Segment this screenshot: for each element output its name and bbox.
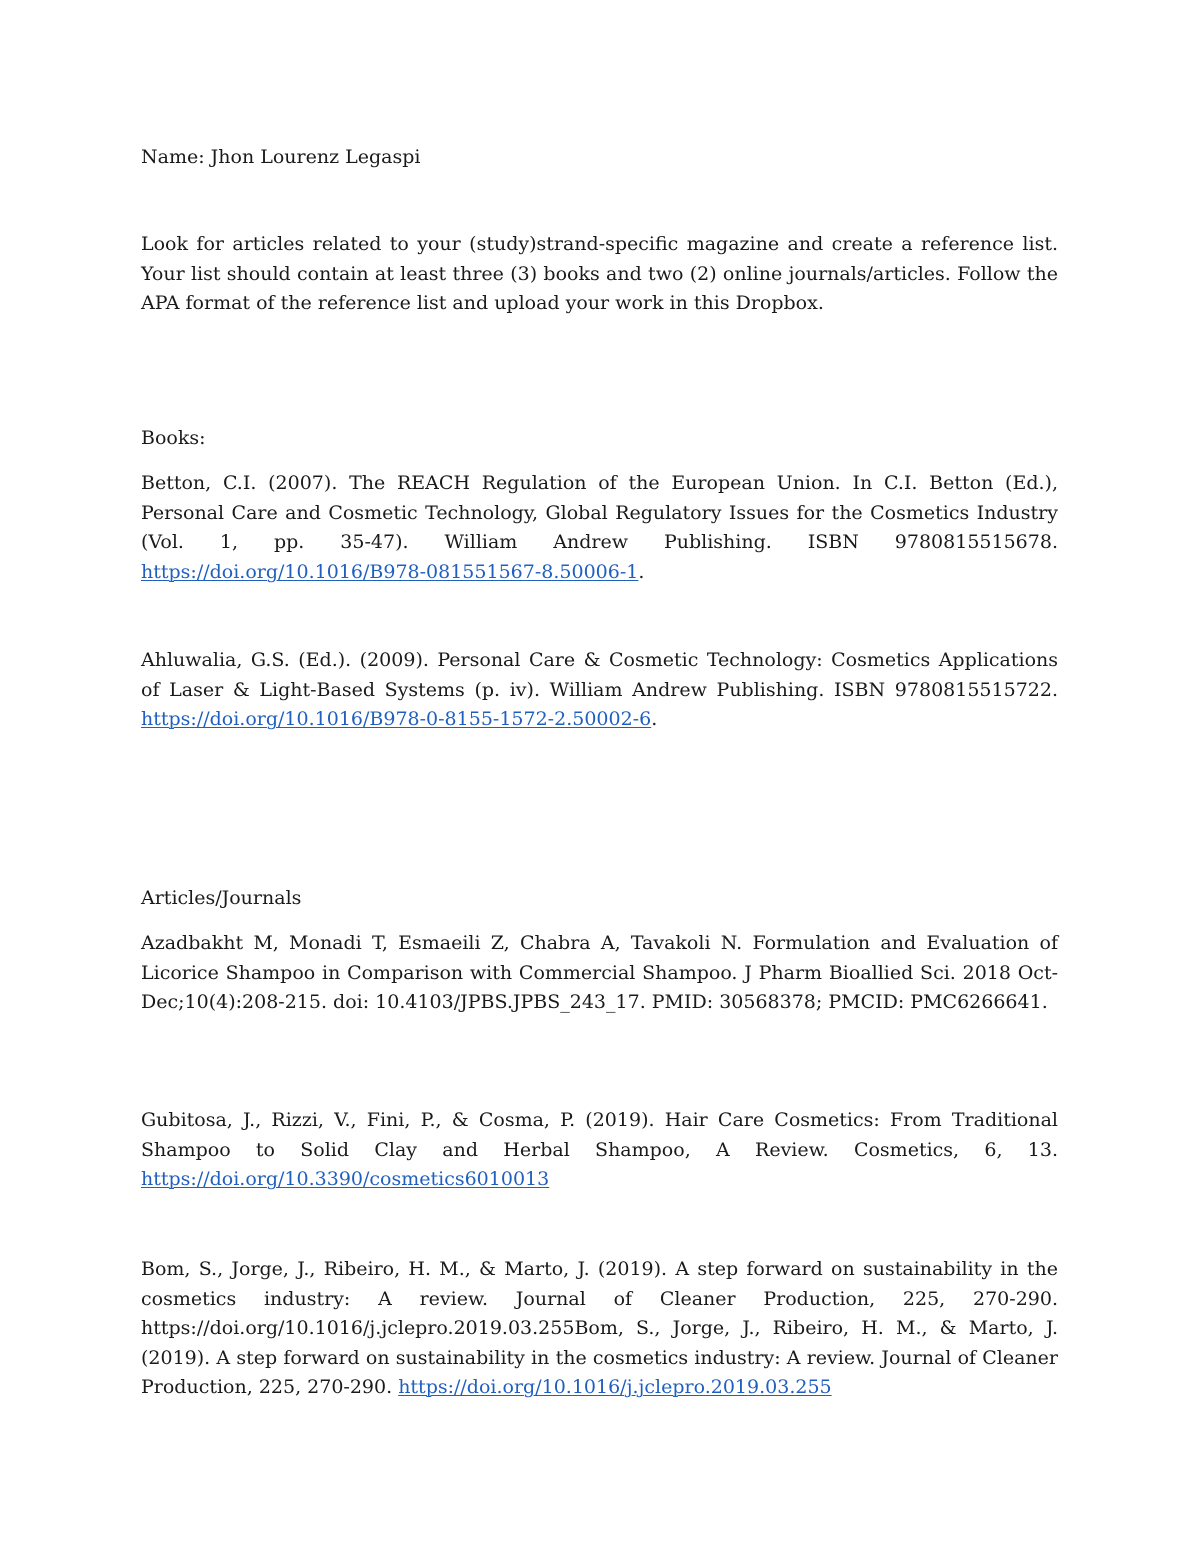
articles-heading: Articles/Journals	[141, 887, 302, 909]
reference-suffix: .	[638, 560, 645, 583]
reference-article-bom	[141, 1255, 1058, 1403]
doi-link[interactable]: https://doi.org/10.1016/j.jclepro.2019.03.255	[398, 1376, 832, 1398]
reference-suffix: .	[651, 708, 658, 730]
reference-text: Betton, C.I. (2007). The REACH Regulation of the European Union. In C.I. Betton (Ed.), Personal Care and Cosmetic Technology, Global Regulatory Issues for the Cosmetics Industry (Vol. 1, pp. 35-47). William Andrew Publishing. ISBN 9780815515678.	[141, 472, 1058, 553]
doi-link[interactable]: https://doi.org/10.1016/B978-0-8155-1572-2.50002-6	[141, 708, 652, 730]
reference-text: Bom, S., Jorge, J., Ribeiro, H. M., & Marto, J. (2019). A step forward on sustainability in the cosmetics industry: A review. Journal of Cleaner Production, 225, 270-290. https://doi.org/10.1016/j.jclepro.2019.03.255Bom, S., Jorge, J., Ribeiro, H. M., & Marto, J. (2019). A step forward on sustainability in the cosmetics industry: A review. Journal of Cleaner Production, 225, 270-290.	[141, 1258, 1058, 1398]
doi-link[interactable]: https://doi.org/10.3390/cosmetics6010013	[141, 1168, 550, 1190]
reference-article-azadbakht: Azadbakht M, Monadi T, Esmaeili Z, Chabra A, Tavakoli N. Formulation and Evaluation of Licorice Shampoo in Comparison with Commercial Shampoo. J Pharm Bioallied Sci. 2018 Oct-Dec;10(4):208-215. doi: 10.4103/JPBS.JPBS_243_17. PMID: 30568378; PMCID: PMC6266641.	[141, 932, 1058, 1013]
reference-book-ahluwalia	[141, 646, 1058, 735]
student-name: Name: Jhon Lourenz Legaspi	[141, 146, 421, 168]
books-heading: Books:	[141, 427, 206, 449]
reference-text: Ahluwalia, G.S. (Ed.). (2009). Personal Care & Cosmetic Technology: Cosmetics Applications of Laser & Light-Based Systems (p. iv). William Andrew Publishing. ISBN 9780815515722.	[141, 649, 1058, 701]
assignment-instructions: Look for articles related to your (study)strand-specific magazine and create a reference list. Your list should contain at least three (3) books and two (2) online journals/articles. Follow the APA format of the reference list and upload your work in this Dropbox.	[141, 233, 1058, 314]
reference-article-gubitosa	[141, 1106, 1058, 1195]
reference-text: Gubitosa, J., Rizzi, V., Fini, P., & Cosma, P. (2019). Hair Care Cosmetics: From Traditional Shampoo to Solid Clay and Herbal Shampoo, A Review. Cosmetics, 6, 13.	[141, 1109, 1058, 1161]
doi-link[interactable]: https://doi.org/10.1016/B978-081551567-8.50006-1	[141, 560, 639, 583]
reference-book-betton	[141, 469, 1058, 587]
